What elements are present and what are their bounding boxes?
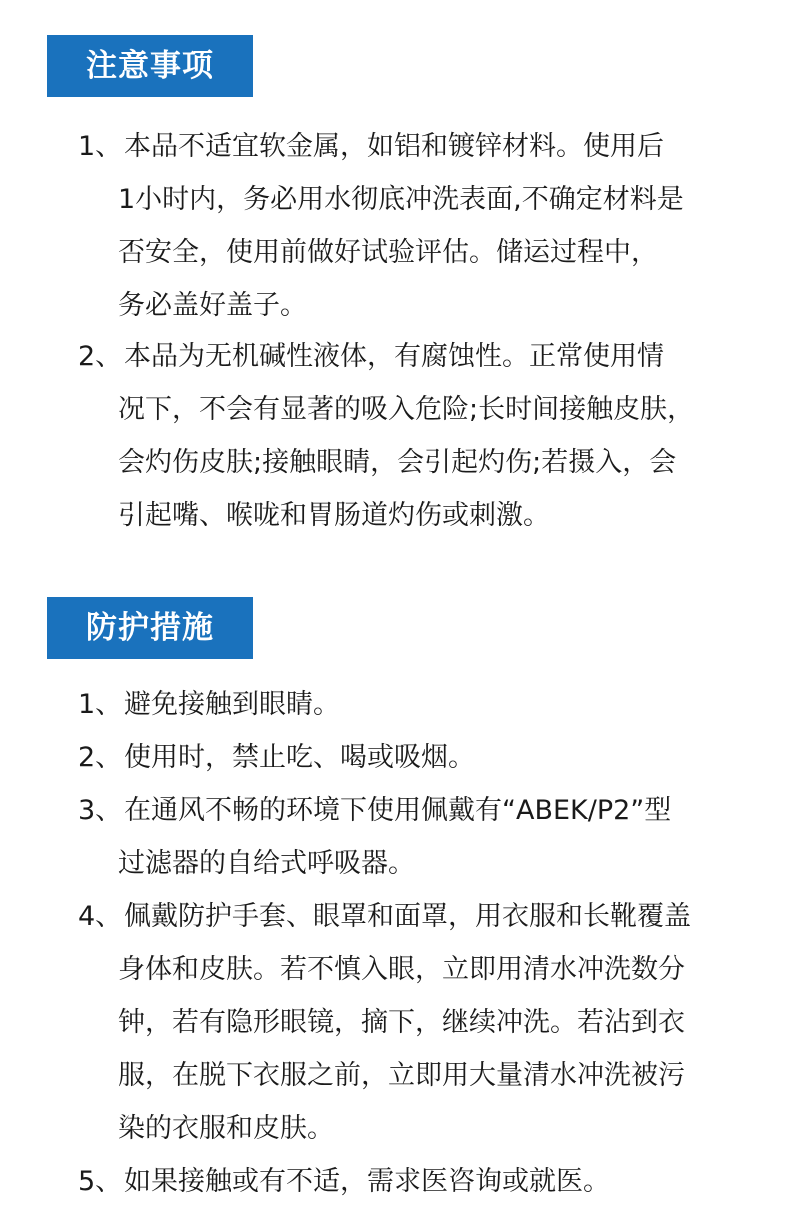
protection-item-2 [78, 731, 748, 784]
protection-heading: 防护措施 [47, 597, 253, 659]
protection-item-5-number: 5、 [78, 1166, 123, 1197]
notice-item-2-line-1: 本品为无机碱性液体，有腐蚀性。正常使用情 [124, 341, 664, 372]
protection-item-3-line-2: 过滤器的自给式呼吸器。 [118, 848, 415, 879]
protection-item-4-number: 4、 [78, 901, 123, 932]
protection-item-4-line-4: 服，在脱下衣服之前，立即用大量清水冲洗被污 [118, 1060, 685, 1091]
notice-heading: 注意事项 [47, 35, 253, 97]
protection-item-1-number: 1、 [78, 689, 123, 720]
notice-item-1 [78, 120, 748, 332]
protection-item-5 [78, 1155, 748, 1208]
notice-item-2-line-4: 引起嘴、喉咙和胃肠道灼伤或刺激。 [118, 500, 550, 531]
protection-item-3-number: 3、 [78, 795, 123, 826]
protection-item-5-line-1: 如果接触或有不适，需求医咨询或就医。 [124, 1166, 610, 1197]
protection-item-4 [78, 890, 748, 1155]
notice-item-2-number: 2、 [78, 341, 123, 372]
notice-item-2-line-3: 会灼伤皮肤;接触眼睛，会引起灼伤;若摄入，会 [118, 447, 677, 478]
protection-item-1 [78, 678, 748, 731]
notice-item-2-line-2: 况下，不会有显著的吸入危险;长时间接触皮肤， [118, 394, 695, 425]
notice-item-1-line-4: 务必盖好盖子。 [118, 290, 307, 321]
protection-item-4-line-3: 钟，若有隐形眼镜，摘下，继续冲洗。若沾到衣 [118, 1007, 685, 1038]
protection-item-2-number: 2、 [78, 742, 123, 773]
protection-item-3 [78, 784, 748, 890]
protection-item-3-line-1: 在通风不畅的环境下使用佩戴有“ABEK/P2”型 [124, 795, 672, 826]
protection-item-1-line-1: 避免接触到眼睛。 [124, 689, 340, 720]
notice-item-1-line-1: 本品不适宜软金属，如铝和镀锌材料。使用后 [124, 131, 664, 162]
notice-item-1-number: 1、 [78, 131, 123, 162]
notice-item-1-line-3: 否安全，使用前做好试验评估。储运过程中， [118, 237, 658, 268]
notice-item-2 [78, 330, 748, 542]
protection-item-4-line-5: 染的衣服和皮肤。 [118, 1113, 334, 1144]
protection-item-4-line-2: 身体和皮肤。若不慎入眼，立即用清水冲洗数分 [118, 954, 685, 985]
protection-item-2-line-1: 使用时，禁止吃、喝或吸烟。 [124, 742, 475, 773]
notice-item-1-line-2: 1小时内，务必用水彻底冲洗表面,不确定材料是 [118, 184, 684, 215]
protection-item-4-line-1: 佩戴防护手套、眼罩和面罩，用衣服和长靴覆盖 [124, 901, 691, 932]
